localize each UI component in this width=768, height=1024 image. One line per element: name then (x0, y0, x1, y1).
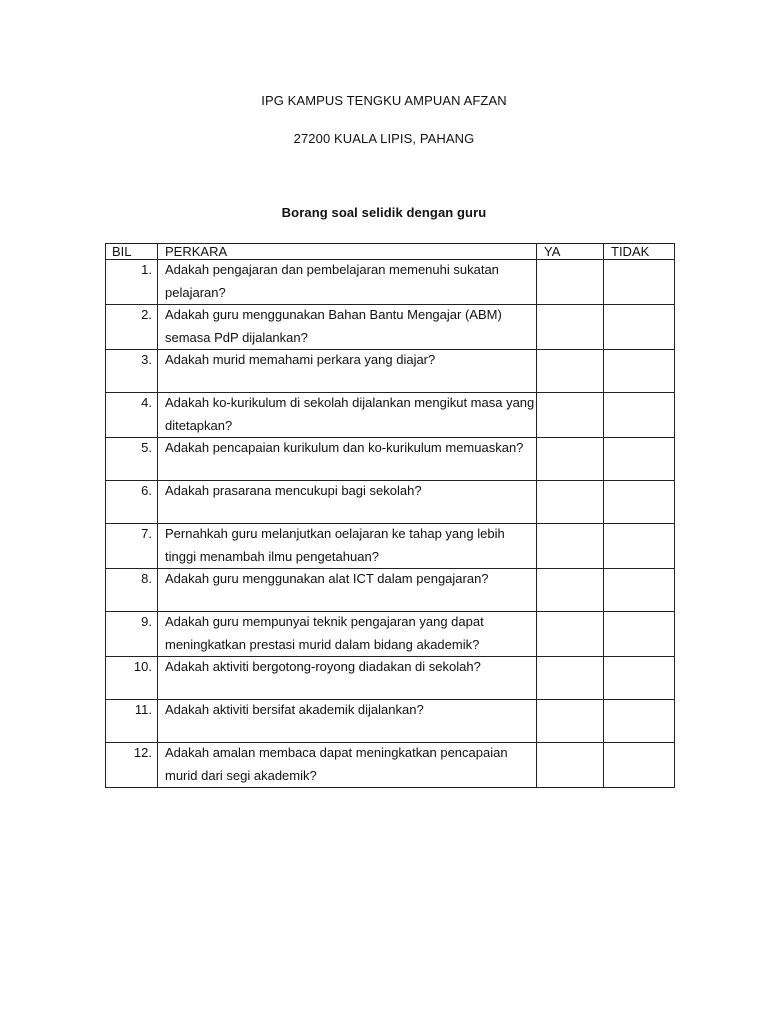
row-number: 11. (106, 700, 158, 743)
question-text: Adakah guru menggunakan Bahan Bantu Mengajar (ABM) semasa PdP dijalankan? (165, 307, 502, 345)
table-row (106, 305, 675, 350)
row-question (158, 524, 537, 569)
answer-ya-cell[interactable] (537, 743, 604, 788)
row-number: 7. (106, 524, 158, 569)
answer-ya-cell[interactable] (537, 524, 604, 569)
table-row (106, 350, 675, 393)
row-question (158, 305, 537, 350)
survey-table (105, 243, 675, 788)
question-text: Adakah prasarana mencukupi bagi sekolah? (165, 483, 422, 498)
table-row (106, 612, 675, 657)
row-question (158, 260, 537, 305)
row-number: 9. (106, 612, 158, 657)
question-text: Adakah guru mempunyai teknik pengajaran yang dapat meningkatkan prestasi murid dalam bidang akademik? (165, 614, 484, 652)
answer-ya-cell[interactable] (537, 305, 604, 350)
school-address: 27200 KUALA LIPIS, PAHANG (293, 131, 475, 146)
answer-ya-cell[interactable] (537, 350, 604, 393)
row-question (158, 612, 537, 657)
row-question (158, 393, 537, 438)
row-question (158, 743, 537, 788)
table-row (106, 524, 675, 569)
column-header-ya: YA (537, 244, 604, 260)
answer-tidak-cell[interactable] (604, 260, 675, 305)
answer-ya-cell[interactable] (537, 569, 604, 612)
table-row (106, 438, 675, 481)
table-row (106, 481, 675, 524)
row-question (158, 350, 537, 393)
row-number: 5. (106, 438, 158, 481)
row-number: 3. (106, 350, 158, 393)
table-row (106, 569, 675, 612)
question-text: Adakah pengajaran dan pembelajaran memenuhi sukatan pelajaran? (165, 262, 499, 300)
question-text: Adakah aktiviti bersifat akademik dijalankan? (165, 702, 424, 717)
answer-tidak-cell[interactable] (604, 481, 675, 524)
answer-tidak-cell[interactable] (604, 569, 675, 612)
answer-tidak-cell[interactable] (604, 438, 675, 481)
question-text: Adakah aktiviti bergotong-royong diadakan di sekolah? (165, 659, 481, 674)
table-row (106, 743, 675, 788)
row-number: 8. (106, 569, 158, 612)
answer-ya-cell[interactable] (537, 612, 604, 657)
question-text: Pernahkah guru melanjutkan oelajaran ke tahap yang lebih tinggi menambah ilmu pengetahuan? (165, 526, 505, 564)
answer-tidak-cell[interactable] (604, 743, 675, 788)
row-number: 4. (106, 393, 158, 438)
row-number: 2. (106, 305, 158, 350)
table-row (106, 260, 675, 305)
answer-ya-cell[interactable] (537, 438, 604, 481)
row-question (158, 438, 537, 481)
answer-ya-cell[interactable] (537, 393, 604, 438)
answer-ya-cell[interactable] (537, 700, 604, 743)
answer-tidak-cell[interactable] (604, 393, 675, 438)
question-text: Adakah pencapaian kurikulum dan ko-kurikulum memuaskan? (165, 440, 524, 455)
column-header-perkara: PERKARA (158, 244, 537, 260)
row-question (158, 700, 537, 743)
row-question (158, 569, 537, 612)
answer-tidak-cell[interactable] (604, 350, 675, 393)
school-name: IPG KAMPUS TENGKU AMPUAN AFZAN (261, 93, 507, 108)
answer-tidak-cell[interactable] (604, 305, 675, 350)
row-number: 10. (106, 657, 158, 700)
answer-tidak-cell[interactable] (604, 657, 675, 700)
answer-ya-cell[interactable] (537, 260, 604, 305)
table-row (106, 700, 675, 743)
question-text: Adakah murid memahami perkara yang diajar? (165, 352, 436, 367)
table-row (106, 393, 675, 438)
answer-tidak-cell[interactable] (604, 612, 675, 657)
table-row (106, 657, 675, 700)
question-text: Adakah guru menggunakan alat ICT dalam pengajaran? (165, 571, 489, 586)
row-number: 12. (106, 743, 158, 788)
row-question (158, 657, 537, 700)
question-text: Adakah ko-kurikulum di sekolah dijalankan mengikut masa yang ditetapkan? (165, 395, 535, 433)
row-number: 1. (106, 260, 158, 305)
answer-ya-cell[interactable] (537, 657, 604, 700)
answer-ya-cell[interactable] (537, 481, 604, 524)
column-header-tidak: TIDAK (604, 244, 675, 260)
column-header-bil: BIL (106, 244, 158, 260)
row-question (158, 481, 537, 524)
question-text: Adakah amalan membaca dapat meningkatkan pencapaian murid dari segi akademik? (165, 745, 508, 783)
form-title: Borang soal selidik dengan guru (281, 205, 487, 220)
answer-tidak-cell[interactable] (604, 700, 675, 743)
answer-tidak-cell[interactable] (604, 524, 675, 569)
row-number: 6. (106, 481, 158, 524)
